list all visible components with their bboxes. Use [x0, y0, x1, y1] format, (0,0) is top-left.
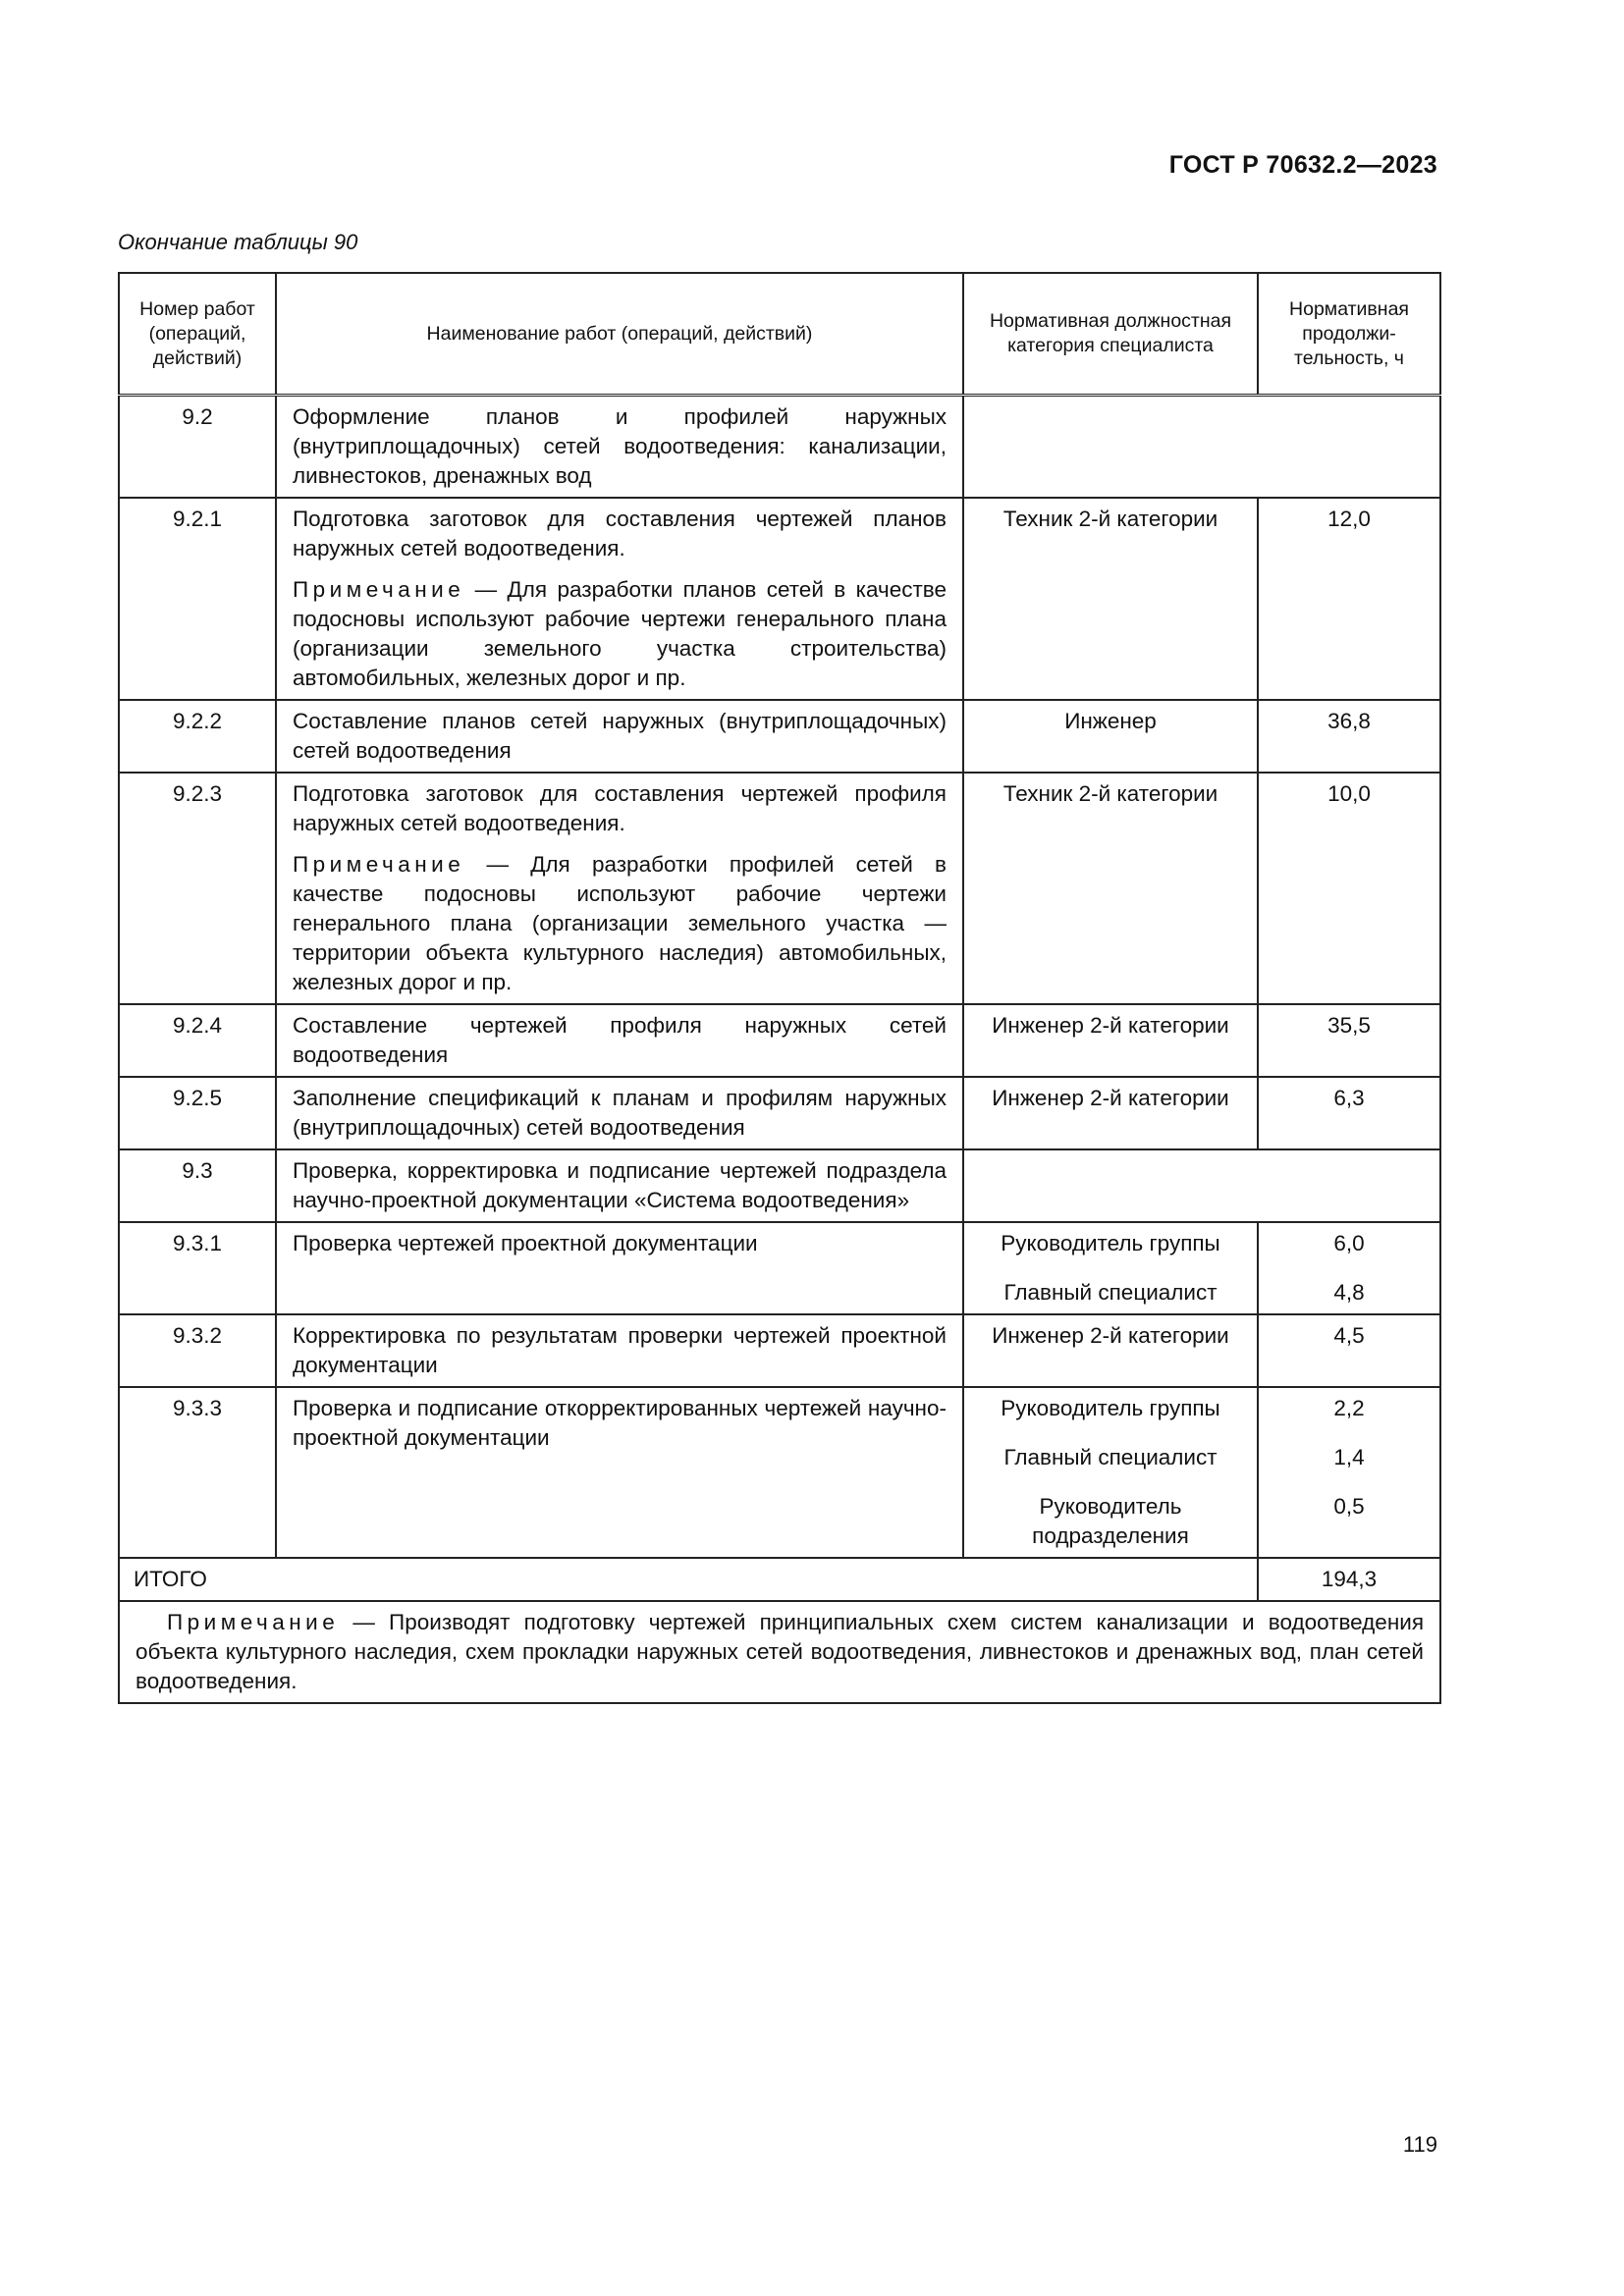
row-number: 9.2.3: [119, 773, 276, 1004]
note-text: — Для разработки планов сетей в качестве подосновы используют рабочие чертежи генерального плана (организации земельного участка строительства) автомобильных, железных дорог и пр.: [293, 577, 947, 690]
footnote-text: — Производят подготовку чертежей принципиальных схем систем канализации и водоотведения объекта культурного наследия, схем прокладки наружных сетей водоотведения, ливнестоков и дренажных вод, план сетей водоотведения.: [135, 1610, 1424, 1693]
footnote-label: Примечание: [167, 1610, 340, 1634]
row-duration: 6,0: [1333, 1231, 1365, 1255]
row-name: Составление планов сетей наружных (внутриплощадочных) сетей водоотведения: [276, 700, 963, 773]
table-footnote: [119, 1601, 1440, 1703]
row-number: 9.2.2: [119, 700, 276, 773]
row-name: Проверка и подписание откорректированных чертежей научно-проектной документации: [276, 1387, 963, 1558]
row-name: Проверка чертежей проектной документации: [276, 1222, 963, 1314]
row-duration: 4,5: [1258, 1314, 1440, 1387]
row-category: Инженер 2-й категории: [963, 1077, 1258, 1149]
col-header-category: Нормативная должностная категория специалиста: [963, 273, 1258, 396]
row-name-cell: [276, 773, 963, 1004]
table-row: [119, 773, 1440, 1004]
row-name: Подготовка заготовок для составления чертежей планов наружных сетей водоотведения.: [293, 507, 947, 561]
row-duration-cell: [1258, 1222, 1440, 1314]
table-row: [119, 1077, 1440, 1149]
table-row: [119, 1222, 1440, 1314]
row-category: Главный специалист: [1003, 1280, 1218, 1305]
row-number: 9.2.4: [119, 1004, 276, 1077]
row-category: Руководитель группы: [1001, 1231, 1220, 1255]
col-header-duration: Нормативная продолжи-тельность, ч: [1258, 273, 1440, 396]
row-duration: 10,0: [1258, 773, 1440, 1004]
row-category: Руководитель подразделения: [1032, 1494, 1189, 1548]
table-row: [119, 396, 1440, 499]
row-category-empty: [963, 1149, 1440, 1222]
row-category-empty: [963, 396, 1440, 499]
table-row: [119, 1314, 1440, 1387]
row-name: Корректировка по результатам проверки чертежей проектной документации: [276, 1314, 963, 1387]
row-note: [293, 575, 947, 693]
row-number: 9.2.5: [119, 1077, 276, 1149]
row-number: 9.2.1: [119, 498, 276, 700]
row-category: Инженер 2-й категории: [963, 1004, 1258, 1077]
table-row: [119, 1387, 1440, 1558]
footnote-row: [119, 1601, 1440, 1703]
row-note: [293, 850, 947, 997]
table-row: [119, 1004, 1440, 1077]
row-name-cell: [276, 498, 963, 700]
table-row: [119, 700, 1440, 773]
row-duration-cell: [1258, 1387, 1440, 1558]
row-number: 9.3.2: [119, 1314, 276, 1387]
row-number: 9.3: [119, 1149, 276, 1222]
col-header-name: Наименование работ (операций, действий): [276, 273, 963, 396]
row-name: Составление чертежей профиля наружных сетей водоотведения: [276, 1004, 963, 1077]
row-category: Техник 2-й категории: [963, 498, 1258, 700]
row-name: Проверка, корректировка и подписание чертежей подраздела научно-проектной документации «Система водоотведения»: [276, 1149, 963, 1222]
row-category-cell: [963, 1387, 1258, 1558]
row-category: Главный специалист: [1003, 1445, 1218, 1469]
row-number: 9.3.1: [119, 1222, 276, 1314]
col-header-number: Номер работ (операций, действий): [119, 273, 276, 396]
row-category: Руководитель группы: [1001, 1396, 1220, 1420]
row-duration: 36,8: [1258, 700, 1440, 773]
row-name: Подготовка заготовок для составления чертежей профиля наружных сетей водоотведения.: [293, 781, 947, 835]
row-duration: 12,0: [1258, 498, 1440, 700]
row-number: 9.3.3: [119, 1387, 276, 1558]
row-name: Заполнение спецификаций к планам и профилям наружных (внутриплощадочных) сетей водоотведения: [276, 1077, 963, 1149]
row-name: Оформление планов и профилей наружных (внутриплощадочных) сетей водоотведения: канализации, ливнестоков, дренажных вод: [276, 396, 963, 499]
note-label: Примечание: [293, 577, 465, 602]
table-row: [119, 498, 1440, 700]
work-table: [118, 272, 1441, 1704]
total-value: 194,3: [1258, 1558, 1440, 1601]
row-duration: 0,5: [1333, 1494, 1365, 1519]
row-category: Техник 2-й категории: [963, 773, 1258, 1004]
row-duration: 2,2: [1333, 1396, 1365, 1420]
total-label: ИТОГО: [119, 1558, 1258, 1601]
note-label: Примечание: [293, 852, 465, 877]
table-caption: Окончание таблицы 90: [118, 230, 358, 254]
row-duration: 1,4: [1333, 1445, 1365, 1469]
row-number: 9.2: [119, 396, 276, 499]
note-text: — Для разработки профилей сетей в качестве подосновы используют рабочие чертежи генерального плана (организации земельного участка — территории объекта культурного наследия) автомобильных, железных дорог и пр.: [293, 852, 947, 994]
total-row: [119, 1558, 1440, 1601]
table-row: [119, 1149, 1440, 1222]
row-duration: 4,8: [1333, 1280, 1365, 1305]
standard-code: ГОСТ Р 70632.2—2023: [1168, 151, 1437, 179]
table-header-row: [119, 273, 1440, 396]
row-duration: 6,3: [1258, 1077, 1440, 1149]
row-category-cell: [963, 1222, 1258, 1314]
row-category: Инженер: [963, 700, 1258, 773]
page-number: 119: [1402, 2132, 1437, 2157]
row-duration: 35,5: [1258, 1004, 1440, 1077]
row-category: Инженер 2-й категории: [963, 1314, 1258, 1387]
